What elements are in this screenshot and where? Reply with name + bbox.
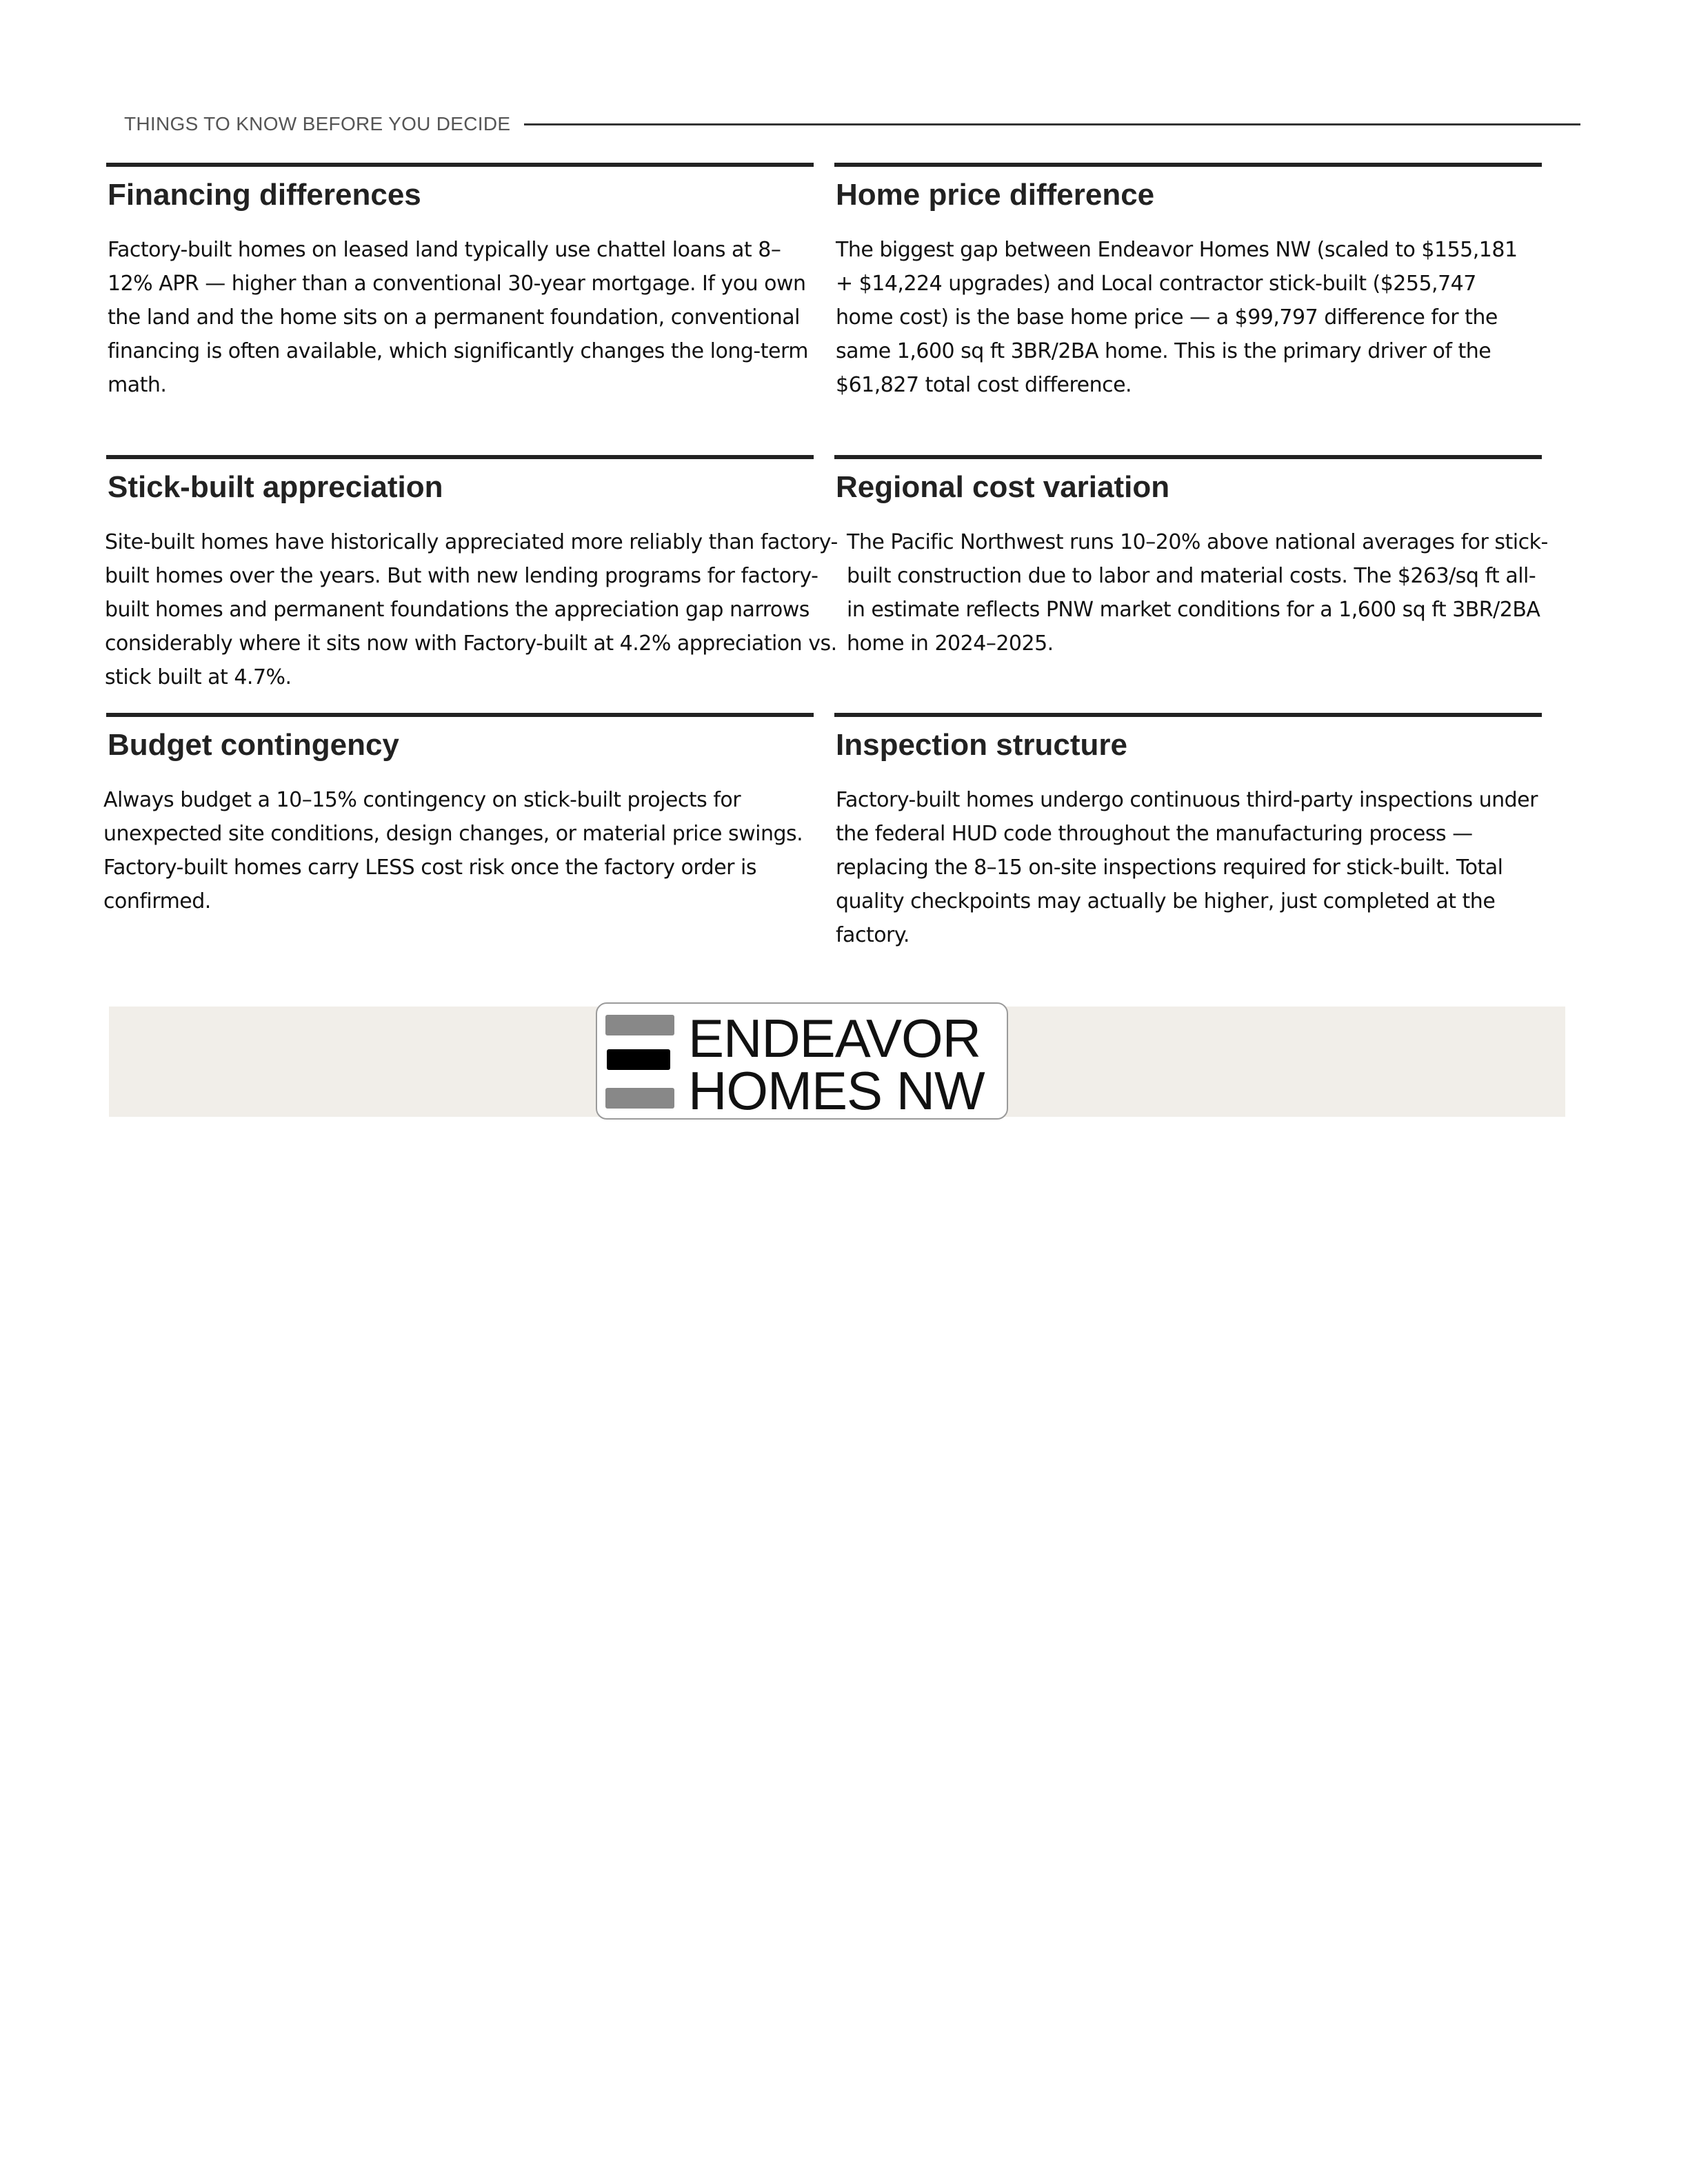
card-top-rule <box>834 455 1542 459</box>
card-body: Factory-built homes on leased land typically use chattel loans at 8–12% APR — higher than a conventional 30-year mortgage. If you own the land and the home sits on a permanent foundation, conventional financing is often available, which significantly changes the long-term math. <box>108 238 808 397</box>
card-financing-differences <box>106 163 814 411</box>
card-top-rule <box>106 455 814 459</box>
card-body: The biggest gap between Endeavor Homes NW (scaled to $155,181 + $14,224 upgrades) and Local contractor stick-built ($255,747 home cost) is the base home price — a $99,797 difference for the same 1,600 sq ft 3BR/2BA home. This is the primary driver of the $61,827 total cost difference. <box>836 238 1518 397</box>
logo-bar-icon <box>605 1088 674 1109</box>
card-top-rule <box>834 163 1542 167</box>
card-title: Inspection structure <box>836 728 1127 762</box>
card-title: Budget contingency <box>108 728 399 762</box>
logo-wordmark <box>688 1008 985 1121</box>
logo-bar-icon <box>607 1049 670 1070</box>
card-body: The Pacific Northwest runs 10–20% above national averages for stick-built construction due to labor and material costs. The $263/sq ft all-in estimate reflects PNW market conditions for a 1,600 sq ft 3BR/2BA home in 2024–2025. <box>847 530 1548 656</box>
logo-line-1: ENDEAVOR <box>688 1008 981 1069</box>
endeavor-homes-logo <box>596 1002 1008 1120</box>
section-header-rule <box>524 123 1580 125</box>
card-top-rule <box>834 713 1542 717</box>
card-inspection-structure <box>834 713 1542 961</box>
card-budget-contingency <box>103 713 814 961</box>
card-title: Financing differences <box>108 178 421 212</box>
card-title: Regional cost variation <box>836 470 1170 504</box>
section-header-label: THINGS TO KNOW BEFORE YOU DECIDE <box>124 113 511 134</box>
card-title: Stick-built appreciation <box>108 470 443 504</box>
card-body: Factory-built homes undergo continuous third-party inspections under the federal HUD code throughout the manufacturing process — replacing the 8–15 on-site inspections required for stick-built. Total quality checkpoints may actually be higher, just completed at the factory. <box>836 788 1538 947</box>
card-body: Always budget a 10–15% contingency on stick-built projects for unexpected site conditions, design changes, or material price swings. Factory-built homes carry LESS cost risk once the factory order is confirmed. <box>103 788 803 913</box>
logo-bar-icon <box>605 1015 674 1035</box>
card-body: Site-built homes have historically appreciated more reliably than factory-built homes over the years. But with new lending programs for factory-built homes and permanent foundations the appreciation gap narrows considerably where it sits now with Factory-built at 4.2% appreciation vs. stick built at 4.7%. <box>105 530 838 689</box>
card-home-price-difference <box>834 163 1542 411</box>
card-stick-built-appreciation <box>105 455 838 703</box>
card-top-rule <box>106 163 814 167</box>
card-title: Home price difference <box>836 178 1155 212</box>
card-regional-cost-variation <box>834 455 1548 703</box>
logo-line-2: HOMES NW <box>688 1060 985 1121</box>
card-top-rule <box>106 713 814 717</box>
